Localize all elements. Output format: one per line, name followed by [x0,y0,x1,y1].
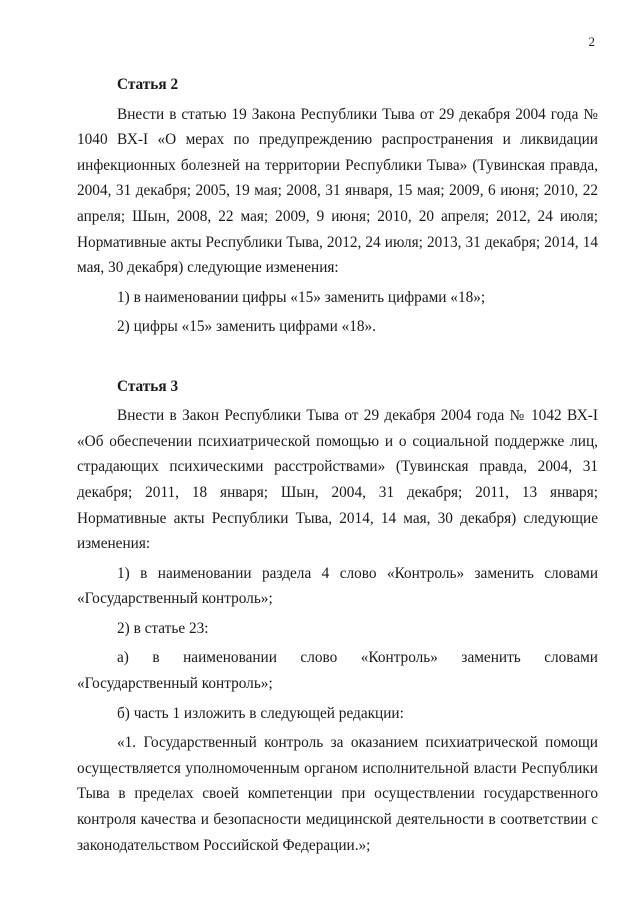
article-3 [77,374,598,859]
article-2 [77,72,598,340]
article-paragraph: «1. Государственный контроль за оказанием психиатрической помощи осуществляется уполномоченным органом исполнительной власти Республики Тыва в пределах своей компетенции при осуществлении государственного контроля качества и безопасности медицинской деятельности в соответствии с законодательством Российской Федерации.»; [77,734,598,854]
page-number: 2 [588,34,595,49]
article-paragraph: 2) цифры «15» заменить цифрами «18». [117,318,377,336]
document-body [77,72,598,858]
article-paragraph: а) в наименовании слово «Контроль» заменить словами «Государственный контроль»; [77,649,598,693]
article-paragraph: б) часть 1 изложить в следующей редакции: [117,704,404,722]
article-paragraph: 2) в статье 23: [117,619,209,637]
article-paragraph: 1) в наименовании цифры «15» заменить цифрами «18»; [117,288,486,306]
article-paragraph: Внести в Закон Республики Тыва от 29 декабря 2004 года № 1042 ВХ-I «Об обеспечении психиатрической помощью и о социальной поддержке лиц, страдающих психическими расстройствами» (Тувинская правда, 2004, 31 декабря; 2011, 18 января; Шын, 2004, 31 декабря; 2011, 13 января; Нормативные акты Республики Тыва, 2014, 14 мая, 30 декабря) следующие изменения: [77,407,598,553]
article-paragraph: Внести в статью 19 Закона Республики Тыва от 29 декабря 2004 года № 1040 ВХ-I «О мерах по предупреждению распространения и ликвидации инфекционных болезней на территории Республики Тыва» (Тувинская правда, 2004, 31 декабря; 2005, 19 мая; 2008, 31 января, 15 мая; 2009, 6 июня; 2010, 22 апреля; Шын, 2008, 22 мая; 2009, 9 июня; 2010, 20 апреля; 2012, 24 июля; Нормативные акты Республики Тыва, 2012, 24 июля; 2013, 31 декабря; 2014, 14 мая, 30 декабря) следующие изменения: [77,105,598,277]
article-paragraph: 1) в наименовании раздела 4 слово «Контроль» заменить словами «Государственный контроль»; [77,564,598,608]
article-title: Статья 2 [117,76,179,93]
article-title: Статья 3 [117,377,179,395]
